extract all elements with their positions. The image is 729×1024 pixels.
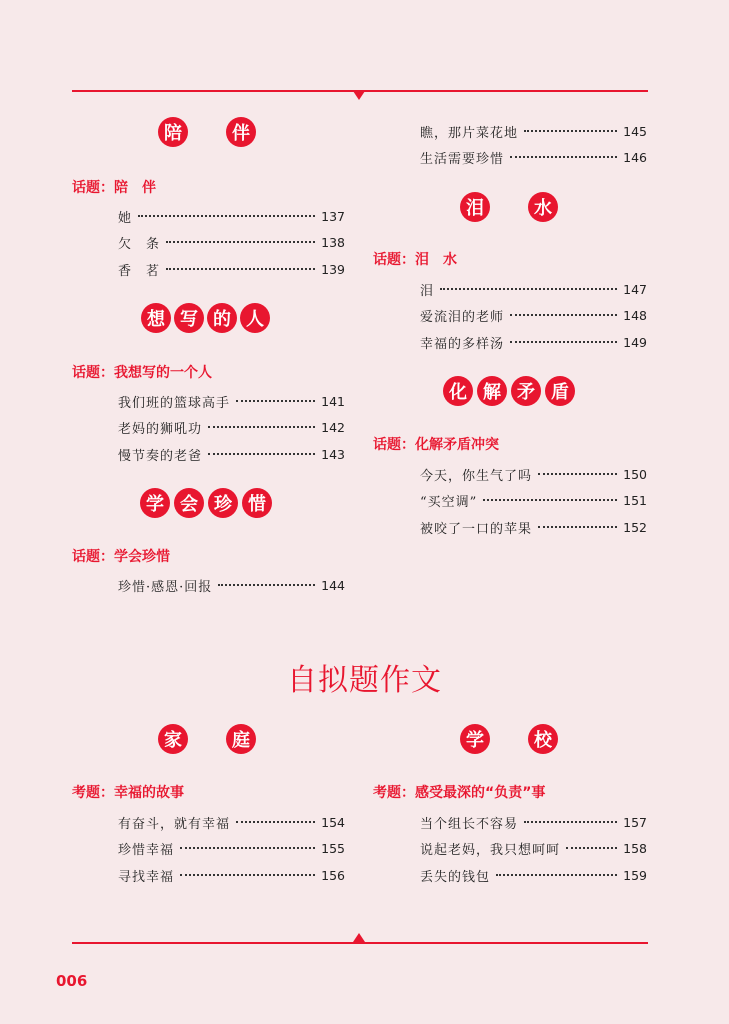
toc-entry[interactable] [420, 332, 647, 352]
heading-char: 会 [174, 488, 204, 518]
dot-leader [218, 584, 315, 586]
dot-leader [180, 847, 315, 849]
entry-page: 144 [321, 577, 345, 593]
heading-char: 想 [141, 303, 171, 333]
heading-char: 校 [528, 724, 558, 754]
toc-entry[interactable] [118, 812, 345, 832]
bottom-rule-marker [353, 933, 365, 942]
heading-char: 家 [158, 724, 188, 754]
entry-page: 156 [321, 867, 345, 883]
entry-title: 生活需要珍惜 [420, 151, 505, 167]
topic-label: 话题：我想写的一个人 [72, 365, 212, 381]
toc-entry[interactable] [420, 838, 647, 858]
entry-page: 157 [623, 814, 647, 830]
toc-entry[interactable] [420, 812, 647, 832]
topic-label: 话题：学会珍惜 [72, 549, 170, 565]
section-heading-xuexiao [460, 724, 558, 754]
dot-leader [538, 526, 617, 528]
entry-page: 152 [623, 519, 647, 535]
toc-entry[interactable] [420, 464, 647, 484]
toc-entry[interactable] [118, 206, 345, 226]
topic-label: 考题：感受最深的“负责”事 [373, 785, 546, 801]
heading-char: 盾 [545, 376, 575, 406]
dot-leader [208, 453, 315, 455]
toc-entry[interactable] [118, 865, 345, 885]
entry-title: 瞧，那片菜花地 [420, 125, 519, 141]
heading-char: 化 [443, 376, 473, 406]
topic-label: 考题：幸福的故事 [72, 785, 184, 801]
toc-entry[interactable] [420, 305, 647, 325]
entry-title: “买空调” [420, 494, 478, 510]
dot-leader [510, 341, 617, 343]
entry-title: 当个组长不容易 [420, 816, 519, 832]
heading-char: 写 [174, 303, 204, 333]
dot-leader [510, 314, 617, 316]
entry-page: 143 [321, 446, 345, 462]
entry-title: 今天，你生气了吗 [420, 468, 533, 484]
entry-title: 老妈的狮吼功 [118, 421, 203, 437]
entry-title: 香 茗 [118, 263, 161, 279]
entry-page: 146 [623, 149, 647, 165]
entry-title: 有奋斗，就有幸福 [118, 816, 231, 832]
heading-char: 人 [240, 303, 270, 333]
entry-page: 138 [321, 234, 345, 250]
dot-leader [538, 473, 617, 475]
entry-title: 珍惜·感恩·回报 [118, 579, 213, 595]
dot-leader [483, 499, 617, 501]
section-heading-xiangxie [141, 303, 270, 333]
entry-page: 137 [321, 208, 345, 224]
entry-page: 155 [321, 840, 345, 856]
entry-page: 158 [623, 840, 647, 856]
toc-entry[interactable] [118, 575, 345, 595]
heading-char: 泪 [460, 192, 490, 222]
toc-entry[interactable] [118, 444, 345, 464]
entry-page: 142 [321, 419, 345, 435]
toc-entry[interactable] [420, 865, 647, 885]
entry-title: 她 [118, 210, 133, 226]
heading-char: 珍 [208, 488, 238, 518]
toc-entry[interactable] [118, 232, 345, 252]
entry-page: 154 [321, 814, 345, 830]
entry-title: 幸福的多样汤 [420, 336, 505, 352]
heading-char: 陪 [158, 117, 188, 147]
entry-title: 说起老妈，我只想呵呵 [420, 842, 561, 858]
dot-leader [566, 847, 617, 849]
bottom-rule [72, 942, 648, 944]
entry-page: 150 [623, 466, 647, 482]
section-heading-jiating [158, 724, 256, 754]
toc-entry[interactable] [118, 391, 345, 411]
entry-title: 我们班的篮球高手 [118, 395, 231, 411]
heading-char: 的 [207, 303, 237, 333]
entry-page: 145 [623, 123, 647, 139]
entry-title: 爱流泪的老师 [420, 309, 505, 325]
dot-leader [236, 821, 315, 823]
entry-title: 欠 条 [118, 236, 161, 252]
entry-page: 151 [623, 492, 647, 508]
toc-entry[interactable] [420, 517, 647, 537]
section-heading-xuehui [140, 488, 272, 518]
toc-entry[interactable] [118, 259, 345, 279]
section-heading-huajie [443, 376, 575, 406]
dot-leader [166, 268, 315, 270]
topic-label: 话题：陪 伴 [72, 180, 156, 196]
topic-label: 话题：化解矛盾冲突 [373, 437, 499, 453]
dot-leader [510, 156, 617, 158]
heading-char: 学 [140, 488, 170, 518]
dot-leader [440, 288, 617, 290]
dot-leader [166, 241, 315, 243]
page-number: 006 [56, 972, 88, 990]
heading-char: 解 [477, 376, 507, 406]
dot-leader [180, 874, 315, 876]
heading-char: 水 [528, 192, 558, 222]
heading-char: 庭 [226, 724, 256, 754]
entry-page: 147 [623, 281, 647, 297]
toc-entry[interactable] [420, 279, 647, 299]
entry-title: 慢节奏的老爸 [118, 448, 203, 464]
entry-page: 141 [321, 393, 345, 409]
heading-char: 伴 [226, 117, 256, 147]
heading-char: 矛 [511, 376, 541, 406]
toc-entry[interactable] [420, 490, 647, 510]
topic-label: 话题：泪 水 [373, 252, 457, 268]
dot-leader [208, 426, 315, 428]
dot-leader [496, 874, 617, 876]
dot-leader [138, 215, 315, 217]
section-heading-peiban [158, 117, 256, 147]
dot-leader [524, 821, 617, 823]
dot-leader [236, 400, 315, 402]
toc-entry[interactable] [420, 121, 647, 141]
heading-char: 学 [460, 724, 490, 754]
entry-page: 148 [623, 307, 647, 323]
top-rule-marker [353, 91, 365, 100]
dot-leader [524, 130, 617, 132]
entry-page: 159 [623, 867, 647, 883]
entry-title: 泪 [420, 283, 435, 299]
toc-entry[interactable] [420, 147, 647, 167]
entry-page: 149 [623, 334, 647, 350]
toc-entry[interactable] [118, 838, 345, 858]
toc-entry[interactable] [118, 417, 345, 437]
entry-title: 丢失的钱包 [420, 869, 491, 885]
entry-page: 139 [321, 261, 345, 277]
entry-title: 被咬了一口的苹果 [420, 521, 533, 537]
entry-title: 寻找幸福 [118, 869, 175, 885]
main-title: 自拟题作文 [287, 663, 442, 698]
entry-title: 珍惜幸福 [118, 842, 175, 858]
section-heading-leishui [460, 192, 558, 222]
heading-char: 惜 [242, 488, 272, 518]
